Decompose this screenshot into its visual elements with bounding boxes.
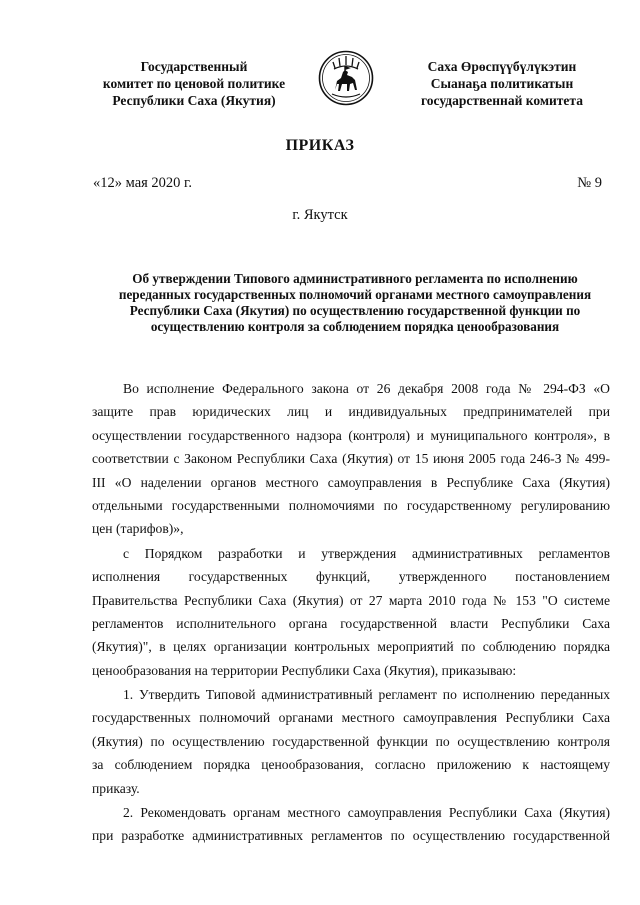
subject-line: Об утверждении Типового административного регламента по исполнению — [132, 271, 578, 286]
body-line: 1. Утвердить Типовой административный регламент по исполнению переданных — [123, 687, 610, 703]
issuer-name-line: Сыанаҕа политикатын — [430, 76, 574, 91]
body-line: Во исполнение Федерального закона от 26 декабря 2008 года № 294-ФЗ «О — [123, 381, 610, 396]
subject-line: переданных государственных полномочий органами местного самоуправления — [118, 287, 592, 302]
subject-line: Республики Саха (Якутия) по осуществлению государственной функции по — [129, 303, 581, 318]
document-body — [92, 377, 610, 848]
issuer-name-line: комитет по ценовой политике — [102, 76, 286, 91]
document-subject — [100, 271, 610, 335]
document-date: «12» мая 2020 г. — [93, 175, 192, 191]
body-line: цен (тарифов)», — [92, 521, 184, 537]
body-line: при разработке административных регламентов по осуществлению государственной — [92, 828, 610, 844]
subject-line: осуществлению контроля за соблюдением порядка ценообразования — [150, 319, 560, 334]
issuer-name-yakut — [402, 58, 602, 109]
body-line: с Порядком разработки и утверждения административных регламентов — [123, 545, 610, 561]
body-line: приказу. — [92, 780, 140, 796]
body-line: соответствии с Законом Республики Саха (Якутия) от 15 июня 2005 года 246-З № 499- — [92, 451, 610, 467]
body-line: отдельными государственными полномочиями по государственному регулированию — [92, 497, 610, 513]
body-line: регламентов исполнительного органа государственной власти Республики Саха — [92, 615, 610, 631]
body-line: защите прав юридических лиц и индивидуальных предпринимателей при — [92, 404, 610, 420]
body-line: ценообразования на территории Республики Саха (Якутия), приказываю: — [92, 662, 517, 678]
body-line: (Якутия)", в целях организации контрольных мероприятий по соблюдению порядка — [92, 639, 610, 655]
document-city: г. Якутск — [292, 207, 348, 223]
paragraph-preamble-law — [92, 377, 610, 541]
body-line: 2. Рекомендовать органам местного самоуправления Республики Саха (Якутия) — [123, 805, 610, 821]
issuer-name-line: государственнай комитета — [421, 93, 583, 108]
paragraph-item-2 — [92, 801, 610, 848]
body-line: Правительства Республики Саха (Якутия) от 27 марта 2010 года № 153 "О системе — [92, 592, 610, 608]
issuer-name-line: Саха Өрөспүүбүлүкэтин — [427, 59, 577, 74]
body-line: государственных полномочий органами местного самоуправления Республики Саха — [92, 710, 610, 726]
paragraph-preamble-order — [92, 542, 610, 682]
body-line: осуществлении государственного надзора (контроля) и муниципального контроля», в — [92, 427, 610, 443]
body-line: III «О наделении органов местного самоуправления в Республике Саха (Якутия) — [92, 474, 610, 490]
issuer-name-russian — [92, 58, 296, 109]
document-number: № 9 — [577, 175, 602, 191]
document-title: ПРИКАЗ — [285, 137, 355, 154]
body-line: за соблюдением порядка ценообразования, согласно приложению к настоящему — [92, 757, 610, 773]
body-line: (Якутия) по осуществлению государственной функции по осуществлению контроля — [92, 733, 610, 749]
issuer-name-line: Государственный — [140, 59, 248, 74]
issuer-name-line: Республики Саха (Якутия) — [112, 93, 276, 108]
body-line: исполнения государственных функций, утвержденного постановлением — [92, 569, 610, 585]
yakutia-coat-of-arms-icon — [318, 50, 374, 106]
paragraph-item-1 — [92, 683, 610, 800]
